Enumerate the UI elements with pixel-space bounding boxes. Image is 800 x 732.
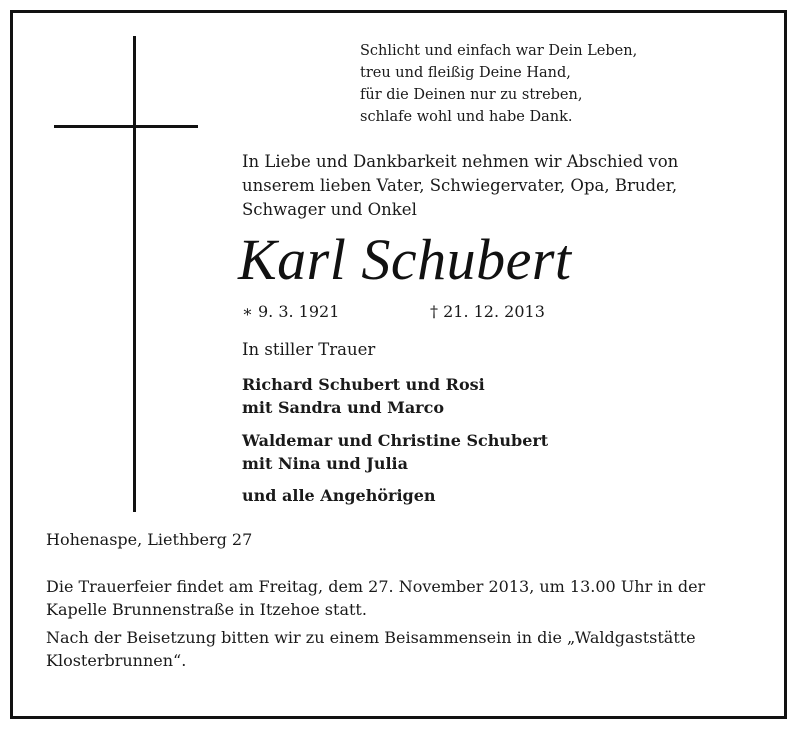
family-group: [242, 373, 485, 419]
family-line: Waldemar und Christine Schubert: [242, 431, 549, 450]
poem-line: Schlicht und einfach war Dein Leben,: [360, 43, 638, 59]
deceased-name: Karl Schubert: [238, 227, 572, 292]
gathering-line: Nach der Beisetzung bitten wir zu einem Beisammensein in die „Waldgaststätte: [46, 628, 696, 647]
cross-icon-horizontal-bar: [54, 125, 198, 128]
poem-line: für die Deinen nur zu streben,: [360, 87, 583, 103]
other-relatives: und alle Angehörigen: [242, 486, 436, 505]
intro-line: In Liebe und Dankbarkeit nehmen wir Abschied von: [242, 152, 679, 171]
service-line: Kapelle Brunnenstraße in Itzehoe statt.: [46, 600, 367, 619]
family-line: mit Sandra und Marco: [242, 398, 445, 417]
service-info: [46, 575, 736, 621]
memorial-poem: [360, 40, 637, 128]
gathering-info: [46, 626, 736, 672]
death-date: † 21. 12. 2013: [430, 302, 545, 321]
birth-date: ∗ 9. 3. 1921: [242, 302, 340, 321]
poem-line: treu und fleißig Deine Hand,: [360, 65, 571, 81]
mourning-heading: In stiller Trauer: [242, 340, 376, 359]
service-line: Die Trauerfeier findet am Freitag, dem 27. November 2013, um 13.00 Uhr in der: [46, 577, 706, 596]
family-line: Richard Schubert und Rosi: [242, 375, 485, 394]
intro-line: unserem lieben Vater, Schwiegervater, Opa, Bruder,: [242, 176, 678, 195]
cross-icon-vertical-bar: [133, 36, 136, 512]
intro-line: Schwager und Onkel: [242, 200, 417, 219]
funeral-details: [46, 575, 736, 677]
farewell-intro: [242, 150, 678, 222]
family-group: [242, 429, 548, 475]
family-address: Hohenaspe, Liethberg 27: [46, 530, 253, 549]
gathering-line: Klosterbrunnen“.: [46, 651, 187, 670]
family-line: mit Nina und Julia: [242, 454, 408, 473]
poem-line: schlafe wohl und habe Dank.: [360, 109, 573, 125]
